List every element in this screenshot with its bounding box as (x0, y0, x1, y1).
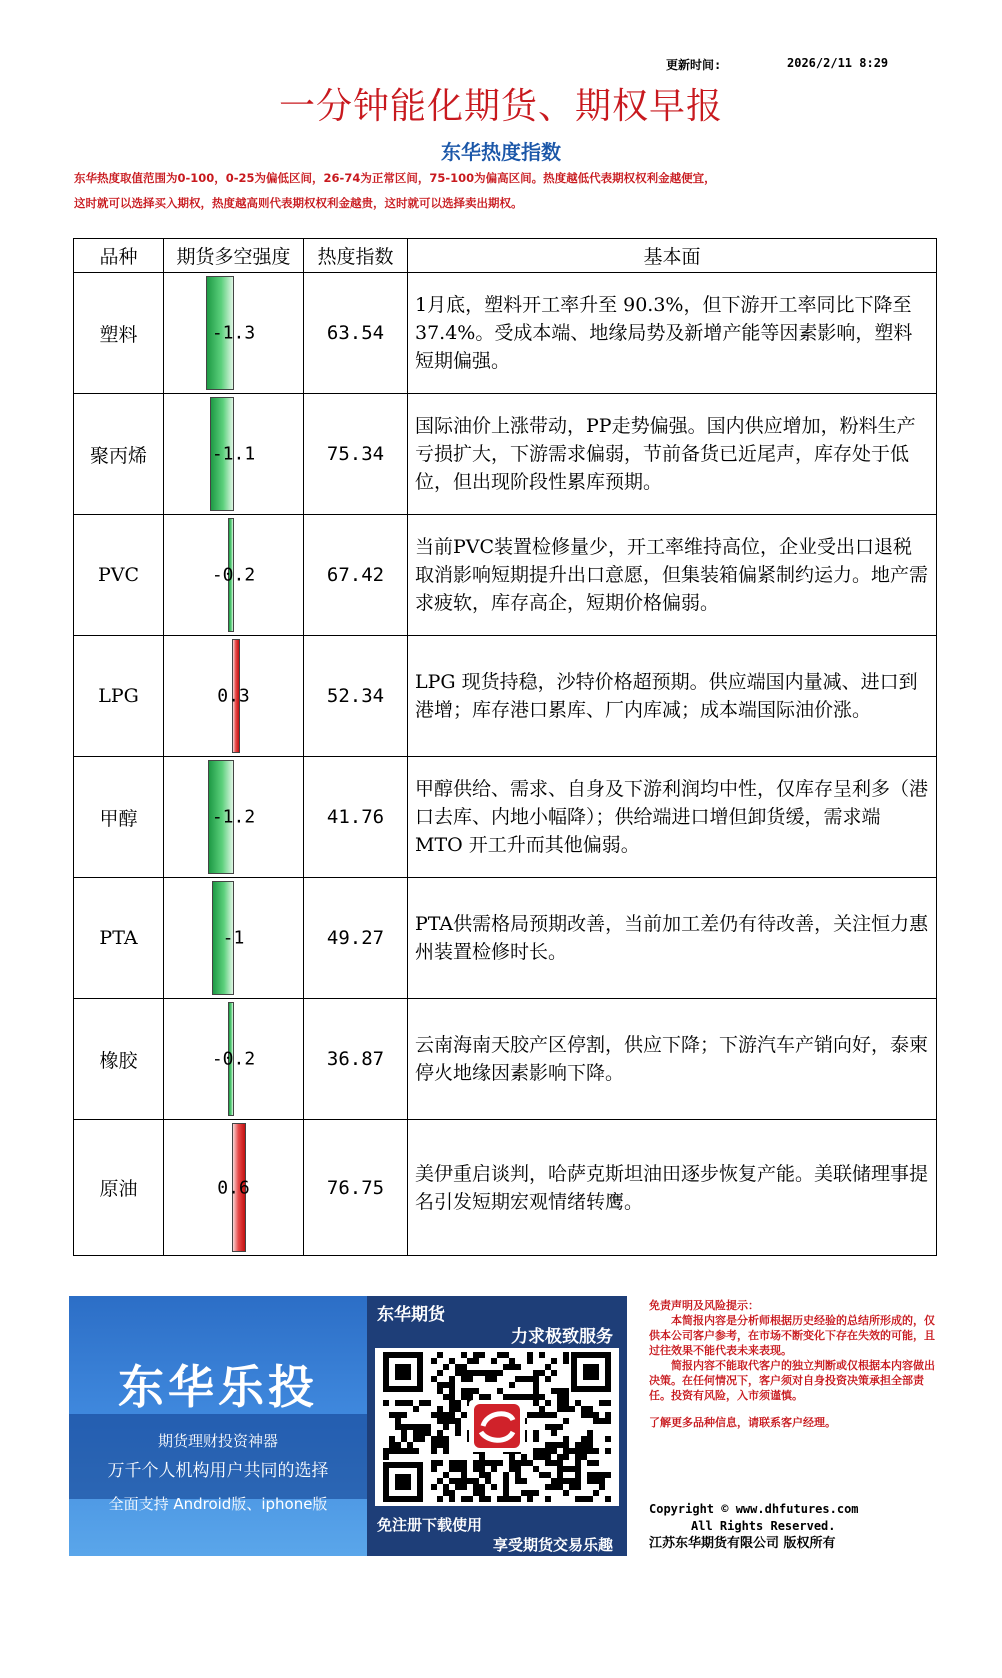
disclaimer (649, 1298, 945, 1430)
strength-cell (164, 878, 304, 999)
disclaimer-contact: 了解更多品种信息，请联系客户经理。 (649, 1416, 836, 1429)
table-row (74, 273, 937, 394)
qr-panel (367, 1296, 627, 1556)
heat-value: 52.34 (304, 636, 408, 757)
page-title: 一分钟能化期货、期权早报 (278, 86, 723, 127)
strength-value: 0.6 (217, 1177, 250, 1198)
table-row (74, 878, 937, 999)
fundamentals-text: 1月底，塑料开工率升至 90.3%，但下游开工率同比下降至 37.4%。受成本端、地缘局势及新增产能等因素影响，塑料短期偏强。 (408, 273, 937, 394)
strength-cell (164, 394, 304, 515)
table-header-row (74, 239, 937, 273)
strength-cell (164, 757, 304, 878)
strength-value: -1 (222, 927, 245, 949)
strength-cell (164, 273, 304, 394)
table-row (74, 394, 937, 515)
col-header-heat: 热度指数 (304, 239, 408, 273)
heat-value: 49.27 (304, 878, 408, 999)
promo-line-1: 期货理财投资神器 (157, 1432, 278, 1450)
commodity-name: 原油 (74, 1120, 164, 1256)
table-row (74, 636, 937, 757)
qr-footer-1: 免注册下载使用 (377, 1516, 483, 1534)
heat-value: 41.76 (304, 757, 408, 878)
promo-line-2: 万千个人机构用户共同的选择 (107, 1461, 329, 1481)
heat-value: 67.42 (304, 515, 408, 636)
promo-brand: 东华乐投 (118, 1360, 318, 1414)
strength-cell (164, 636, 304, 757)
strength-cell (164, 1120, 304, 1256)
qr-code-graphic (375, 1348, 619, 1506)
strength-value: -0.2 (211, 564, 256, 586)
copyright-line-2: All Rights Reserved. (691, 1519, 836, 1533)
promo-line-3: 全面支持 Android版、iphone版 (108, 1495, 328, 1513)
strength-value: -1.1 (211, 443, 256, 465)
qr-header-2: 力求极致服务 (511, 1327, 613, 1347)
update-time-label: 更新时间: (666, 58, 722, 72)
update-time-value: 2026/2/11 8:29 (787, 56, 889, 70)
commodity-name: PVC (74, 515, 164, 636)
strength-value: -0.2 (211, 1048, 256, 1070)
commodity-name: PTA (74, 878, 164, 999)
table-row (74, 1120, 937, 1256)
col-header-strength: 期货多空强度 (164, 239, 304, 273)
copyright-line-3: 江苏东华期货有限公司 版权所有 (649, 1536, 836, 1551)
copyright-line-1: Copyright © www.dhfutures.com (649, 1502, 859, 1516)
commodity-name: 聚丙烯 (74, 394, 164, 515)
qr-code-icon[interactable] (375, 1348, 619, 1506)
table-row (74, 757, 937, 878)
heat-value: 36.87 (304, 999, 408, 1120)
strength-value: 0.3 (217, 685, 250, 707)
strength-value: -1.2 (211, 806, 256, 828)
qr-header-1: 东华期货 (377, 1305, 445, 1325)
commodity-name: 橡胶 (74, 999, 164, 1120)
fundamentals-text: 当前PVC装置检修量少，开工率维持高位，企业受出口退税取消影响短期提升出口意愿，但集装箱偏紧制约运力。地产需求疲软，库存高企，短期价格偏弱。 (408, 515, 937, 636)
disclaimer-para-1: 本简报内容是分析师根据历史经验的总结所形成的，仅供本公司客户参考，在市场不断变化下存在失效的可能，且过往效果不能代表未来表现。 (649, 1314, 935, 1357)
fundamentals-text: LPG 现货持稳，沙特价格超预期。供应端国内量减、进口到港增；库存港口累库、厂内库减；成本端国际油价涨。 (408, 636, 937, 757)
heat-value: 76.75 (304, 1120, 408, 1256)
heat-value: 63.54 (304, 273, 408, 394)
update-time (666, 56, 889, 73)
table-row (74, 999, 937, 1120)
strength-value: -1.3 (211, 322, 256, 344)
app-promo-panel (69, 1296, 367, 1556)
fundamentals-text: 甲醇供给、需求、自身及下游利润均中性，仅库存呈利多（港口去库、内地小幅降）；供给端进口增但卸货缓，需求端 MTO 开工升而其他偏弱。 (408, 757, 937, 878)
disclaimer-title: 免责声明及风险提示： (649, 1299, 759, 1312)
commodity-name: LPG (74, 636, 164, 757)
heat-notice-line-2: 这时就可以选择买入期权，热度越高则代表期权权利金越贵，这时就可以选择卖出期权。 (74, 196, 523, 210)
disclaimer-para-2: 简报内容不能取代客户的独立判断或仅根据本内容做出决策。在任何情况下，客户须对自身投资决策承担全部责任。投资有风险，入市须谨慎。 (649, 1359, 935, 1402)
heat-index-table (73, 238, 937, 1256)
copyright (649, 1501, 949, 1552)
fundamentals-text: PTA供需格局预期改善，当前加工差仍有待改善，关注恒力惠州装置检修时长。 (408, 878, 937, 999)
qr-footer-2: 享受期货交易乐趣 (492, 1536, 613, 1554)
strength-cell (164, 515, 304, 636)
fundamentals-text: 美伊重启谈判，哈萨克斯坦油田逐步恢复产能。美联储理事提名引发短期宏观情绪转鹰。 (408, 1120, 937, 1256)
col-header-basic: 基本面 (408, 239, 937, 273)
col-header-name: 品种 (74, 239, 164, 273)
heat-value: 75.34 (304, 394, 408, 515)
table-row (74, 515, 937, 636)
strength-cell (164, 999, 304, 1120)
page-subtitle: 东华热度指数 (441, 140, 561, 164)
heat-notice-line-1: 东华热度取值范围为0-100，0-25为偏低区间，26-74为正常区间，75-100为偏高区间。热度越低代表期权权利金越便宜， (74, 171, 716, 185)
fundamentals-text: 云南海南天胶产区停割，供应下降；下游汽车产销向好，泰柬停火地缘因素影响下降。 (408, 999, 937, 1120)
fundamentals-text: 国际油价上涨带动，PP走势偏强。国内供应增加，粉料生产亏损扩大，下游需求偏弱，节前备货已近尾声，库存处于低位，但出现阶段性累库预期。 (408, 394, 937, 515)
commodity-name: 塑料 (74, 273, 164, 394)
promo-banner (69, 1296, 627, 1556)
commodity-name: 甲醇 (74, 757, 164, 878)
